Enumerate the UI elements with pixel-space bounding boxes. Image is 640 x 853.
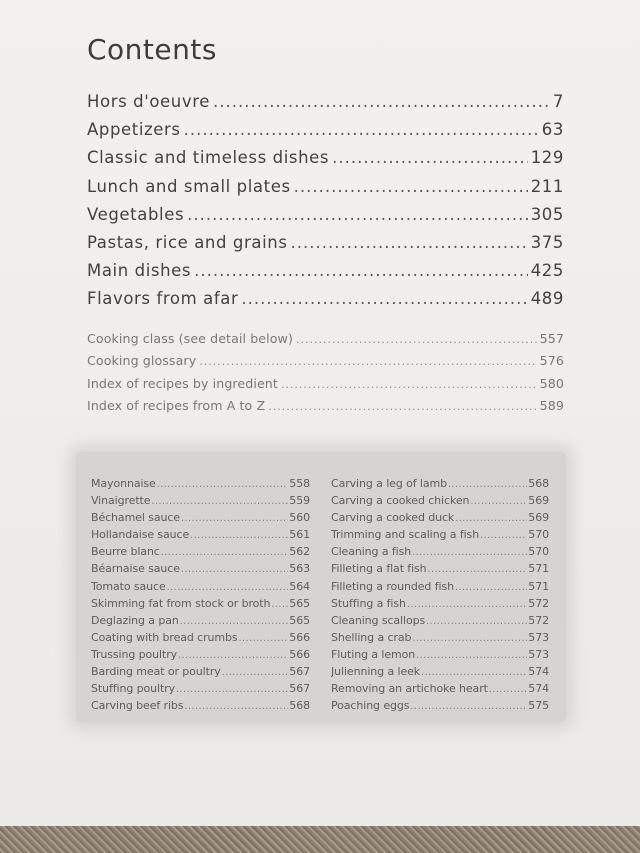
page-number: 561 bbox=[289, 528, 310, 542]
dot-leader bbox=[176, 684, 288, 695]
page-number: 305 bbox=[530, 204, 564, 224]
dot-leader bbox=[222, 667, 289, 678]
page-number: 567 bbox=[289, 682, 310, 696]
dot-leader bbox=[184, 701, 288, 712]
page-number: 572 bbox=[528, 596, 549, 610]
lesson-entry bbox=[91, 545, 310, 562]
lesson-entry bbox=[91, 511, 310, 528]
lesson-entry bbox=[331, 597, 549, 614]
dot-leader bbox=[421, 667, 527, 678]
section-entry bbox=[87, 353, 564, 375]
lesson-entry bbox=[331, 494, 549, 511]
dot-leader bbox=[332, 148, 528, 167]
lesson-entry bbox=[331, 665, 549, 682]
lesson-title: Fluting a lemon bbox=[331, 647, 416, 661]
chapter-entry bbox=[87, 233, 564, 261]
dot-leader bbox=[180, 616, 289, 627]
lesson-entry bbox=[331, 562, 549, 579]
dot-leader bbox=[410, 701, 527, 712]
chapter-title: Vegetables bbox=[87, 204, 185, 224]
dot-leader bbox=[268, 400, 536, 413]
lesson-entry bbox=[91, 682, 310, 699]
chapter-entry bbox=[87, 261, 564, 289]
lesson-entry bbox=[91, 631, 310, 648]
lesson-title: Béchamel sauce bbox=[91, 511, 180, 525]
dot-leader bbox=[455, 582, 527, 593]
page-number: 489 bbox=[530, 289, 564, 309]
chapter-title: Hors d'oeuvre bbox=[87, 92, 210, 111]
lesson-title: Béarnaise sauce bbox=[91, 562, 180, 576]
dot-leader bbox=[407, 599, 527, 610]
lesson-title: Coating with bread crumbs bbox=[91, 630, 238, 644]
page-number: 589 bbox=[539, 397, 564, 413]
lesson-entry bbox=[91, 477, 310, 494]
lesson-title: Carving a cooked chicken bbox=[331, 494, 470, 508]
dot-leader bbox=[194, 261, 528, 280]
lesson-entry bbox=[331, 682, 549, 699]
chapter-title: Classic and timeless dishes bbox=[87, 148, 330, 168]
page-number: 565 bbox=[289, 613, 310, 627]
page-number: 566 bbox=[289, 630, 310, 644]
lesson-title: Trimming and scaling a fish bbox=[331, 528, 480, 542]
lesson-entry bbox=[91, 562, 310, 579]
page-title: Contents bbox=[87, 33, 217, 66]
dot-leader bbox=[184, 120, 539, 139]
page-number: 559 bbox=[289, 494, 310, 508]
lesson-title: Filleting a flat fish bbox=[331, 562, 427, 576]
page-number: 568 bbox=[289, 699, 310, 713]
lesson-title: Stuffing poultry bbox=[91, 682, 176, 696]
page-number: 580 bbox=[539, 375, 564, 391]
page-number: 558 bbox=[289, 477, 310, 490]
lesson-title: Cleaning scallops bbox=[331, 613, 426, 627]
page-number: 569 bbox=[528, 511, 549, 525]
lesson-entry bbox=[91, 648, 310, 665]
page-number: 560 bbox=[289, 511, 310, 525]
lesson-entry bbox=[91, 528, 310, 545]
carpet-background bbox=[0, 826, 640, 853]
dot-leader bbox=[294, 177, 528, 196]
page-number: 557 bbox=[539, 331, 564, 346]
lesson-title: Beurre blanc bbox=[91, 545, 160, 559]
lesson-title: Carving beef ribs bbox=[91, 699, 184, 713]
lesson-entry bbox=[331, 528, 549, 545]
dot-leader bbox=[470, 496, 527, 507]
chapter-entry bbox=[87, 120, 564, 148]
page-number: 576 bbox=[539, 353, 564, 369]
dot-leader bbox=[157, 479, 289, 490]
cooking-class-column-right bbox=[331, 477, 549, 716]
page-number: 572 bbox=[528, 613, 549, 627]
lesson-title: Filleting a rounded fish bbox=[331, 579, 454, 593]
lesson-title: Mayonnaise bbox=[91, 477, 156, 490]
chapter-entry bbox=[87, 177, 564, 205]
lesson-entry bbox=[331, 648, 549, 665]
section-title: Index of recipes by ingredient bbox=[87, 375, 278, 391]
lesson-entry bbox=[91, 699, 310, 716]
page-number: 574 bbox=[528, 665, 549, 679]
lesson-entry bbox=[331, 545, 549, 562]
dot-leader bbox=[428, 564, 528, 575]
lesson-title: Tomato sauce bbox=[91, 579, 166, 593]
section-entry bbox=[87, 376, 564, 398]
dot-leader bbox=[187, 205, 528, 224]
section-title: Cooking class (see detail below) bbox=[87, 331, 293, 346]
lesson-entry bbox=[91, 614, 310, 631]
page-number: 573 bbox=[528, 647, 549, 661]
lesson-title: Skimming fat from stock or broth bbox=[91, 596, 271, 610]
page-number: 211 bbox=[530, 176, 564, 196]
chapter-list bbox=[87, 92, 564, 318]
chapter-entry bbox=[87, 289, 564, 317]
dot-leader bbox=[455, 513, 527, 524]
page-number: 570 bbox=[528, 528, 549, 542]
dot-leader bbox=[178, 650, 288, 661]
page-number: 565 bbox=[289, 596, 310, 610]
lesson-entry bbox=[91, 665, 310, 682]
dot-leader bbox=[239, 633, 289, 644]
lesson-entry bbox=[331, 631, 549, 648]
page-number: 63 bbox=[541, 120, 564, 140]
chapter-entry bbox=[87, 92, 564, 120]
page-number: 567 bbox=[289, 665, 310, 679]
section-title: Index of recipes from A to Z bbox=[87, 397, 266, 413]
lesson-entry bbox=[331, 699, 549, 716]
lesson-title: Shelling a crab bbox=[331, 630, 412, 644]
lesson-title: Barding meat or poultry bbox=[91, 665, 221, 679]
cooking-class-column-left bbox=[91, 477, 310, 716]
page-number: 129 bbox=[530, 148, 564, 168]
page-number: 566 bbox=[289, 647, 310, 661]
dot-leader bbox=[291, 233, 528, 252]
chapter-entry bbox=[87, 148, 564, 176]
chapter-entry bbox=[87, 205, 564, 233]
dot-leader bbox=[271, 599, 288, 610]
dot-leader bbox=[213, 92, 550, 111]
page-number: 569 bbox=[528, 494, 549, 508]
dot-leader bbox=[416, 650, 527, 661]
lesson-title: Removing an artichoke heart bbox=[331, 682, 488, 696]
page-number: 573 bbox=[528, 630, 549, 644]
page-number: 571 bbox=[528, 579, 549, 593]
lesson-entry bbox=[91, 597, 310, 614]
dot-leader bbox=[296, 333, 537, 346]
dot-leader bbox=[480, 530, 527, 541]
dot-leader bbox=[281, 378, 537, 391]
dot-leader bbox=[190, 530, 288, 541]
lesson-entry bbox=[331, 511, 549, 528]
page-number: 7 bbox=[552, 92, 564, 111]
lesson-title: Deglazing a pan bbox=[91, 613, 179, 627]
dot-leader bbox=[181, 564, 288, 575]
dot-leader bbox=[489, 684, 527, 695]
section-list bbox=[87, 331, 564, 420]
page-number: 562 bbox=[289, 545, 310, 559]
chapter-title: Flavors from afar bbox=[87, 289, 239, 309]
lesson-title: Poaching eggs bbox=[331, 699, 410, 713]
dot-leader bbox=[151, 496, 288, 507]
section-title: Cooking glossary bbox=[87, 353, 197, 369]
dot-leader bbox=[167, 582, 289, 593]
page-number: 568 bbox=[528, 477, 549, 490]
lesson-title: Stuffing a fish bbox=[331, 596, 406, 610]
page-number: 563 bbox=[289, 562, 310, 576]
chapter-title: Appetizers bbox=[87, 120, 181, 140]
lesson-title: Carving a cooked duck bbox=[331, 511, 455, 525]
page-number: 425 bbox=[530, 261, 564, 281]
dot-leader bbox=[161, 547, 289, 558]
chapter-title: Lunch and small plates bbox=[87, 176, 291, 196]
dot-leader bbox=[181, 513, 288, 524]
lesson-title: Cleaning a fish bbox=[331, 545, 412, 559]
dot-leader bbox=[448, 479, 527, 490]
page-number: 574 bbox=[528, 682, 549, 696]
page-number: 575 bbox=[528, 699, 549, 713]
lesson-entry bbox=[331, 614, 549, 631]
lesson-title: Hollandaise sauce bbox=[91, 528, 190, 542]
page-number: 570 bbox=[528, 545, 549, 559]
lesson-entry bbox=[331, 580, 549, 597]
dot-leader bbox=[412, 633, 527, 644]
lesson-title: Julienning a leek bbox=[331, 665, 421, 679]
lesson-title: Vinaigrette bbox=[91, 494, 151, 508]
page-number: 564 bbox=[289, 579, 310, 593]
lesson-title: Trussing poultry bbox=[91, 647, 178, 661]
lesson-entry bbox=[91, 494, 310, 511]
dot-leader bbox=[199, 355, 536, 368]
dot-leader bbox=[412, 547, 527, 558]
lesson-entry bbox=[331, 477, 549, 494]
page-number: 375 bbox=[530, 232, 564, 252]
dot-leader bbox=[426, 616, 527, 627]
chapter-title: Main dishes bbox=[87, 261, 192, 281]
section-entry bbox=[87, 398, 564, 420]
chapter-title: Pastas, rice and grains bbox=[87, 232, 288, 252]
section-entry bbox=[87, 331, 564, 353]
lesson-title: Carving a leg of lamb bbox=[331, 477, 447, 490]
lesson-entry bbox=[91, 580, 310, 597]
dot-leader bbox=[241, 289, 527, 308]
page-number: 571 bbox=[528, 562, 549, 576]
